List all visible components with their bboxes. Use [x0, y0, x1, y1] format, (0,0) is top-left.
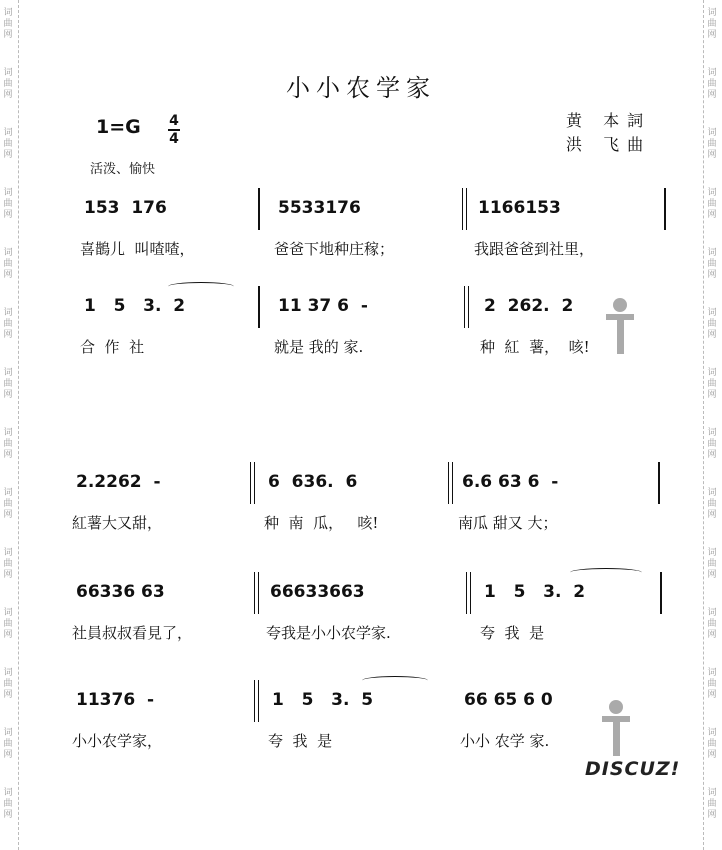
- lyrics-measure: 社員叔叔看見了，: [72, 624, 193, 642]
- barline: [448, 462, 453, 504]
- watermark-figure-icon: [596, 700, 636, 760]
- barline: [466, 572, 471, 614]
- watermark-text: 词 曲 网: [707, 548, 717, 580]
- barline: [462, 188, 467, 230]
- discuz-logo: DISCUZ!: [585, 758, 681, 780]
- barline: [660, 572, 662, 614]
- barline: [250, 462, 255, 504]
- lyricist-credit: 黄 本詞: [566, 111, 652, 130]
- lyrics-measure: 小小农学家，: [72, 732, 163, 750]
- score-row: [72, 472, 672, 532]
- watermark-text: 词 曲 网: [707, 668, 717, 700]
- song-title: 小小农学家: [286, 74, 436, 102]
- barline: [658, 462, 660, 504]
- barline: [464, 286, 469, 328]
- lyrics-measure: 种 紅 薯， 咳!: [480, 338, 590, 356]
- notes-measure: 1 5 3. 2: [84, 296, 186, 316]
- barline: [258, 286, 260, 328]
- composer-credit: 洪 飞曲: [566, 135, 652, 154]
- watermark-text: 词 曲 网: [3, 68, 13, 100]
- watermark-text: 词 曲 网: [3, 188, 13, 220]
- notes-measure: 11 37 6 -: [278, 296, 368, 316]
- barline: [664, 188, 666, 230]
- score-row: [72, 690, 672, 750]
- barline: [254, 572, 259, 614]
- watermark-text: 词 曲 网: [3, 548, 13, 580]
- lyrics-measure: 爸爸下地种庄稼；: [274, 240, 395, 258]
- watermark-text: 词 曲 网: [3, 668, 13, 700]
- watermark-text: 词 曲 网: [3, 248, 13, 280]
- lyrics-measure: 夸 我 是: [268, 732, 333, 750]
- lyrics-measure: 我跟爸爸到社里，: [474, 240, 595, 258]
- notes-measure: 153 176: [84, 198, 167, 218]
- barline: [258, 188, 260, 230]
- notes-measure: 5533176: [278, 198, 361, 218]
- lyrics-measure: 南瓜 甜又 大；: [458, 514, 558, 532]
- watermark-text: 词 曲 网: [3, 728, 13, 760]
- watermark-text: 词 曲 网: [707, 788, 717, 820]
- lyrics-measure: 合 作 社: [80, 338, 145, 356]
- watermark-text: 词 曲 网: [3, 368, 13, 400]
- watermark-text: 词 曲 网: [3, 8, 13, 40]
- watermark-text: 词 曲 网: [3, 128, 13, 160]
- watermark-text: 词 曲 网: [3, 608, 13, 640]
- time-signature: [168, 114, 180, 146]
- watermark-text: 词 曲 网: [707, 488, 717, 520]
- notes-measure: 11376 -: [76, 690, 155, 710]
- slur: [362, 676, 428, 685]
- lyrics-measure: 喜鵲儿 叫喳喳，: [80, 240, 195, 258]
- lyrics-measure: 夸 我 是: [480, 624, 545, 642]
- watermark-text: 词 曲 网: [707, 128, 717, 160]
- watermark-text: 词 曲 网: [707, 428, 717, 460]
- score-row: [72, 198, 672, 258]
- slur: [570, 568, 642, 577]
- key-signature: 1=G: [96, 116, 141, 138]
- lyrics-measure: 夸我是小小农学家.: [266, 624, 391, 642]
- watermark-text: 词 曲 网: [707, 248, 717, 280]
- watermark-text: 词 曲 网: [707, 308, 717, 340]
- notes-measure: 1 5 3. 2: [484, 582, 586, 602]
- watermark-text: 词 曲 网: [3, 788, 13, 820]
- lyrics-measure: 小小 农学 家.: [460, 732, 550, 750]
- tempo-marking: 活泼、愉快: [90, 162, 156, 177]
- lyrics-measure: 就是 我的 家.: [274, 338, 364, 356]
- lyrics-measure: 紅薯大又甜，: [72, 514, 163, 532]
- watermark-text: 词 曲 网: [707, 608, 717, 640]
- barline: [254, 680, 259, 722]
- watermark-text: 词 曲 网: [707, 68, 717, 100]
- watermark-figure-icon: [600, 298, 640, 358]
- notes-measure: 1166153: [478, 198, 561, 218]
- score-row: [72, 296, 672, 356]
- watermark-text: 词 曲 网: [3, 428, 13, 460]
- watermark-text: 词 曲 网: [707, 8, 717, 40]
- notes-measure: 6.6 63 6 -: [462, 472, 559, 492]
- slur: [168, 282, 234, 291]
- notes-measure: 1 5 3. 5: [272, 690, 374, 710]
- notes-measure: 6 636. 6: [268, 472, 358, 492]
- watermark-text: 词 曲 网: [707, 368, 717, 400]
- notes-measure: 66 65 6 0: [464, 690, 553, 710]
- watermark-text: 词 曲 网: [707, 728, 717, 760]
- watermark-text: 词 曲 网: [707, 188, 717, 220]
- time-signature-bottom: 4: [169, 131, 179, 147]
- lyrics-measure: 种 南 瓜， 咳!: [264, 514, 379, 532]
- notes-measure: 2.2262 -: [76, 472, 161, 492]
- watermark-text: 词 曲 网: [3, 308, 13, 340]
- score-row: [72, 582, 672, 642]
- notes-measure: 66633663: [270, 582, 365, 602]
- notes-measure: 2 262. 2: [484, 296, 574, 316]
- watermark-text: 词 曲 网: [3, 488, 13, 520]
- notes-measure: 66336 63: [76, 582, 165, 602]
- time-signature-top: 4: [169, 113, 179, 129]
